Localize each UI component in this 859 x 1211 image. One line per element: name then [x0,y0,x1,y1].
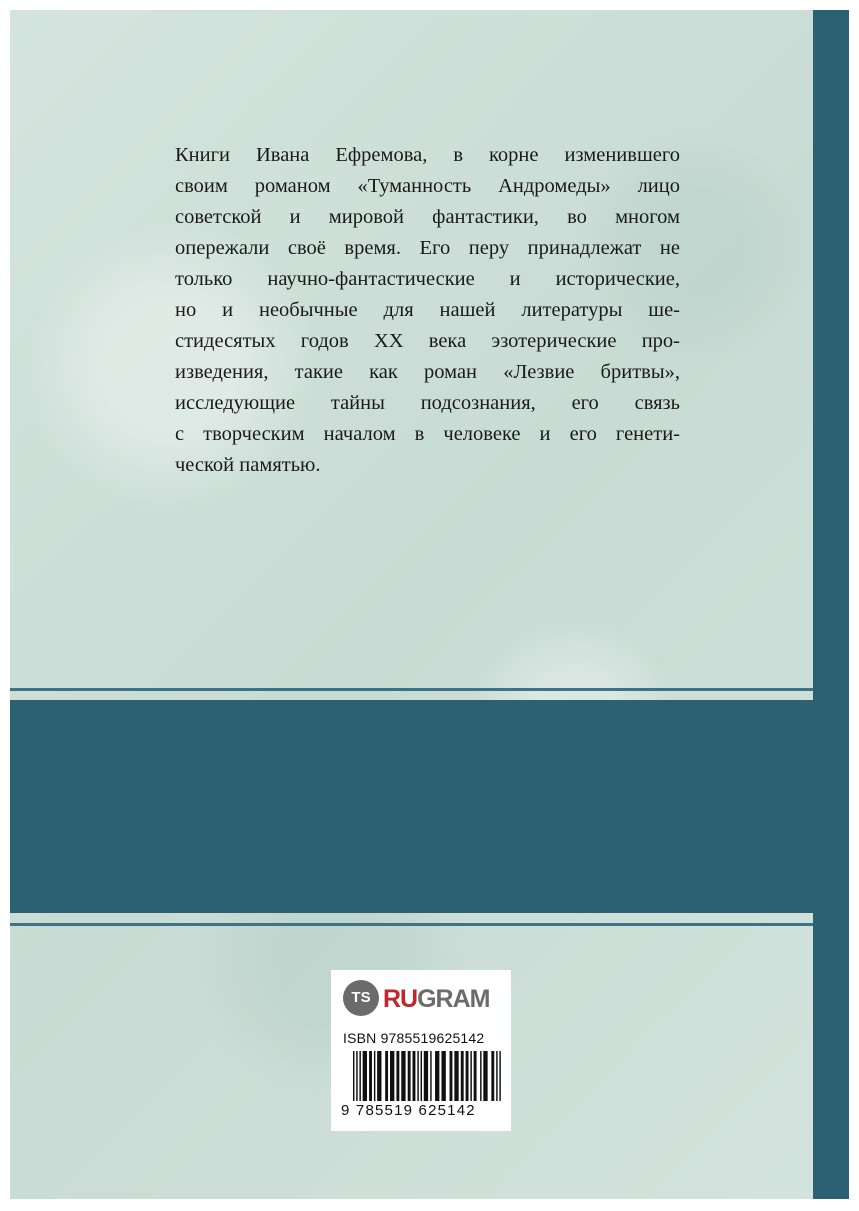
barcode-bar [369,1051,372,1101]
annotation-line: своим романом «Туманность Андромеды» лицо [175,175,680,197]
barcode-bar [470,1051,471,1101]
barcode-bar [408,1051,411,1101]
annotation-text [175,140,680,481]
barcode-bar [424,1051,428,1101]
annotation-line: ческой памятью. [175,454,321,476]
barcode-bar [480,1051,481,1101]
annotation-line: стидесятых годов XX века эзотерические про- [175,330,680,352]
barcode-digits: 9 785519 625142 [341,1102,476,1119]
band-bottom-rule [10,923,813,926]
barcode-bar [396,1051,399,1101]
barcode-bar [377,1051,381,1101]
barcode-bar [466,1051,469,1101]
barcode-bar [401,1051,405,1101]
isbn-number: ISBN 9785519625142 [343,1030,485,1046]
barcode-bar [454,1051,458,1101]
publisher-logo-wordmark: RUGRAM [383,985,490,1013]
barcode-bar [374,1051,375,1101]
barcode-bar [353,1051,354,1101]
barcode-bar [499,1051,500,1101]
barcode-bar [496,1051,497,1101]
annotation-line: опережали своё время. Его перу принадлежат не [175,237,680,259]
barcode-bar [474,1051,477,1101]
barcode-bar [417,1051,418,1101]
barcode-bar [356,1051,357,1101]
barcode-bar [441,1051,445,1101]
annotation-line: но и необычные для нашей литературы ше- [175,299,680,321]
barcode-bar [430,1051,431,1101]
barcode-bar [363,1051,367,1101]
barcode-bar [491,1051,494,1101]
annotation-line: только научно-фантастические и исторические, [175,268,680,290]
barcode-bar [359,1051,360,1101]
teal-band [10,700,813,913]
barcode-bar [461,1051,464,1101]
annotation-line: Книги Ивана Ефремова, в корне изменившего [175,144,680,166]
annotation-line: с творческим началом в человеке и его генети- [175,423,680,445]
band-top-rule [10,688,813,691]
annotation-line: советской и мировой фантастики, во многом [175,206,680,228]
barcode-bar [385,1051,388,1101]
barcode-bar [483,1051,487,1101]
barcode-bar [435,1051,439,1101]
barcode-bar [450,1051,453,1101]
publisher-logo [343,980,503,1016]
isbn-block [331,970,511,1131]
spine-strip [813,10,849,1199]
barcode [353,1051,501,1101]
publisher-logo-mark: TS [343,980,379,1016]
annotation-line: изведения, такие как роман «Лезвие бритвы», [175,361,680,383]
annotation-line: исследующие тайны подсознания, его связь [175,392,680,414]
barcode-bar [390,1051,394,1101]
barcode-bar [421,1051,422,1101]
barcode-bar [413,1051,416,1101]
